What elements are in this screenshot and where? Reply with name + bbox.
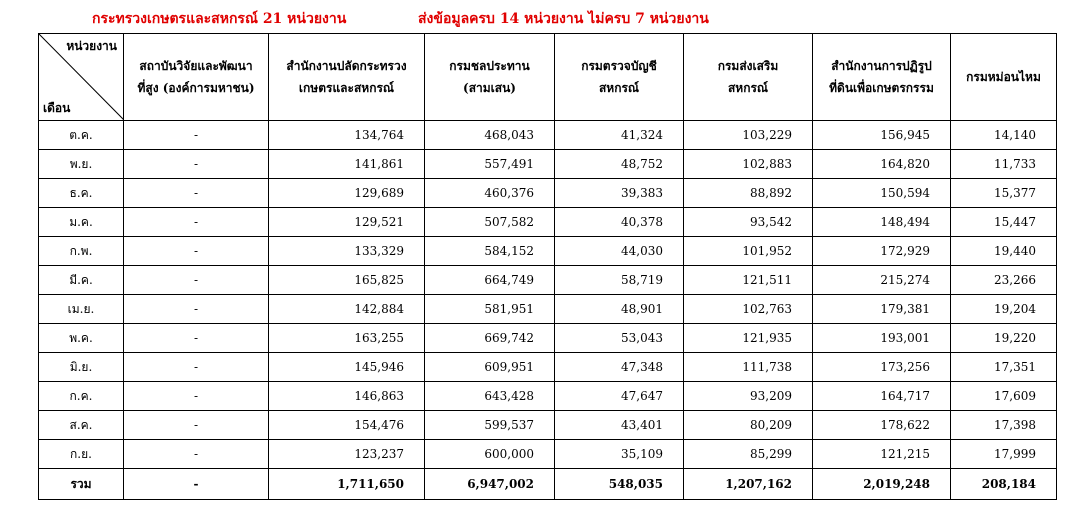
table-row — [39, 353, 1057, 382]
value-cell: 129,689 — [269, 179, 425, 208]
month-cell: มี.ค. — [39, 266, 124, 295]
value-cell: 557,491 — [425, 150, 555, 179]
monthly-data-table — [38, 33, 1057, 500]
value-cell: - — [124, 208, 269, 237]
value-cell: 146,863 — [269, 382, 425, 411]
value-cell: 17,609 — [951, 382, 1057, 411]
column-header-line: สำนักงานปลัดกระทรวง — [286, 59, 407, 73]
month-cell: ต.ค. — [39, 121, 124, 150]
value-cell: 600,000 — [425, 440, 555, 469]
value-cell: 669,742 — [425, 324, 555, 353]
value-cell: - — [124, 353, 269, 382]
value-cell: 156,945 — [813, 121, 951, 150]
value-cell: 58,719 — [555, 266, 684, 295]
value-cell: - — [124, 382, 269, 411]
value-cell: 121,215 — [813, 440, 951, 469]
value-cell: 468,043 — [425, 121, 555, 150]
column-header — [555, 34, 684, 121]
value-cell: 609,951 — [425, 353, 555, 382]
value-cell: 145,946 — [269, 353, 425, 382]
value-cell: 19,204 — [951, 295, 1057, 324]
column-header — [124, 34, 269, 121]
report-title-bar — [92, 6, 1082, 30]
value-cell: 121,511 — [684, 266, 813, 295]
value-cell: 53,043 — [555, 324, 684, 353]
value-cell: 123,237 — [269, 440, 425, 469]
month-cell: ธ.ค. — [39, 179, 124, 208]
value-cell: 15,377 — [951, 179, 1057, 208]
value-cell: 121,935 — [684, 324, 813, 353]
table-row — [39, 382, 1057, 411]
value-cell: - — [124, 411, 269, 440]
value-cell: 111,738 — [684, 353, 813, 382]
ministry-title: กระทรวงเกษตรและสหกรณ์ 21 หน่วยงาน — [92, 11, 347, 27]
table-row — [39, 266, 1057, 295]
value-cell: 178,622 — [813, 411, 951, 440]
total-label: รวม — [39, 469, 124, 500]
value-cell: - — [124, 295, 269, 324]
value-cell: 507,582 — [425, 208, 555, 237]
value-cell: 2,019,248 — [813, 469, 951, 500]
header-row — [39, 34, 1057, 121]
value-cell: 163,255 — [269, 324, 425, 353]
value-cell: 664,749 — [425, 266, 555, 295]
column-header-line: กรมตรวจบัญชี — [581, 59, 657, 73]
value-cell: 11,733 — [951, 150, 1057, 179]
month-cell: มิ.ย. — [39, 353, 124, 382]
value-cell: 141,861 — [269, 150, 425, 179]
value-cell: 581,951 — [425, 295, 555, 324]
value-cell: - — [124, 237, 269, 266]
value-cell: 19,440 — [951, 237, 1057, 266]
value-cell: - — [124, 440, 269, 469]
unit-label: หน่วยงาน — [66, 39, 117, 53]
value-cell: - — [124, 150, 269, 179]
submission-status: ส่งข้อมูลครบ 14 หน่วยงาน ไม่ครบ 7 หน่วยงาน — [418, 11, 709, 27]
value-cell: 15,447 — [951, 208, 1057, 237]
table-row — [39, 411, 1057, 440]
value-cell: 599,537 — [425, 411, 555, 440]
value-cell: 215,274 — [813, 266, 951, 295]
value-cell: 41,324 — [555, 121, 684, 150]
value-cell: 93,209 — [684, 382, 813, 411]
value-cell: 93,542 — [684, 208, 813, 237]
column-header-line: สหกรณ์ — [598, 81, 640, 95]
month-cell: ก.ย. — [39, 440, 124, 469]
value-cell: 48,752 — [555, 150, 684, 179]
value-cell: 17,999 — [951, 440, 1057, 469]
value-cell: 208,184 — [951, 469, 1057, 500]
column-header-line: (สามเสน) — [463, 81, 516, 95]
value-cell: 14,140 — [951, 121, 1057, 150]
value-cell: 85,299 — [684, 440, 813, 469]
column-header-line: เกษตรและสหกรณ์ — [298, 81, 395, 95]
column-header-line: กรมหม่อนไหม — [966, 70, 1041, 84]
value-cell: 134,764 — [269, 121, 425, 150]
header-corner-cell — [39, 34, 124, 121]
value-cell: - — [124, 324, 269, 353]
column-header — [684, 34, 813, 121]
table-row — [39, 208, 1057, 237]
value-cell: 88,892 — [684, 179, 813, 208]
value-cell: 129,521 — [269, 208, 425, 237]
total-row — [39, 469, 1057, 500]
month-cell: ม.ค. — [39, 208, 124, 237]
month-cell: เม.ย. — [39, 295, 124, 324]
value-cell: 17,398 — [951, 411, 1057, 440]
value-cell: 164,717 — [813, 382, 951, 411]
value-cell: 47,348 — [555, 353, 684, 382]
table-row — [39, 237, 1057, 266]
column-header — [813, 34, 951, 121]
value-cell: 101,952 — [684, 237, 813, 266]
value-cell: 103,229 — [684, 121, 813, 150]
table-row — [39, 150, 1057, 179]
value-cell: 133,329 — [269, 237, 425, 266]
value-cell: 643,428 — [425, 382, 555, 411]
value-cell: 142,884 — [269, 295, 425, 324]
value-cell: - — [124, 121, 269, 150]
value-cell: 40,378 — [555, 208, 684, 237]
value-cell: 548,035 — [555, 469, 684, 500]
column-header — [269, 34, 425, 121]
value-cell: 193,001 — [813, 324, 951, 353]
column-header-line: สหกรณ์ — [727, 81, 769, 95]
column-header-line: ที่ดินเพื่อเกษตรกรรม — [829, 81, 934, 95]
table-row — [39, 324, 1057, 353]
value-cell: 173,256 — [813, 353, 951, 382]
value-cell: 6,947,002 — [425, 469, 555, 500]
column-header-line: สำนักงานการปฏิรูป — [831, 59, 932, 73]
table-row — [39, 440, 1057, 469]
table-body — [39, 121, 1057, 500]
month-cell: ก.ค. — [39, 382, 124, 411]
column-header — [425, 34, 555, 121]
value-cell: 102,763 — [684, 295, 813, 324]
column-header-line: สถาบันวิจัยและพัฒนา — [139, 59, 253, 73]
table-row — [39, 121, 1057, 150]
value-cell: 17,351 — [951, 353, 1057, 382]
value-cell: 23,266 — [951, 266, 1057, 295]
value-cell: 584,152 — [425, 237, 555, 266]
value-cell: - — [124, 266, 269, 295]
month-cell: พ.ย. — [39, 150, 124, 179]
value-cell: 19,220 — [951, 324, 1057, 353]
value-cell: - — [124, 179, 269, 208]
value-cell: - — [124, 469, 269, 500]
value-cell: 35,109 — [555, 440, 684, 469]
month-cell: พ.ค. — [39, 324, 124, 353]
value-cell: 47,647 — [555, 382, 684, 411]
value-cell: 102,883 — [684, 150, 813, 179]
month-cell: ส.ค. — [39, 411, 124, 440]
month-cell: ก.พ. — [39, 237, 124, 266]
value-cell: 1,711,650 — [269, 469, 425, 500]
value-cell: 44,030 — [555, 237, 684, 266]
value-cell: 154,476 — [269, 411, 425, 440]
value-cell: 179,381 — [813, 295, 951, 324]
table-row — [39, 295, 1057, 324]
column-header — [951, 34, 1057, 121]
month-label: เดือน — [43, 101, 71, 115]
value-cell: 39,383 — [555, 179, 684, 208]
value-cell: 80,209 — [684, 411, 813, 440]
value-cell: 48,901 — [555, 295, 684, 324]
column-header-line: กรมส่งเสริม — [717, 59, 779, 73]
value-cell: 148,494 — [813, 208, 951, 237]
value-cell: 150,594 — [813, 179, 951, 208]
value-cell: 164,820 — [813, 150, 951, 179]
value-cell: 43,401 — [555, 411, 684, 440]
table-row — [39, 179, 1057, 208]
column-header-line: ที่สูง (องค์การมหาชน) — [137, 81, 255, 95]
value-cell: 460,376 — [425, 179, 555, 208]
value-cell: 165,825 — [269, 266, 425, 295]
column-header-line: กรมชลประทาน — [449, 59, 530, 73]
value-cell: 172,929 — [813, 237, 951, 266]
value-cell: 1,207,162 — [684, 469, 813, 500]
